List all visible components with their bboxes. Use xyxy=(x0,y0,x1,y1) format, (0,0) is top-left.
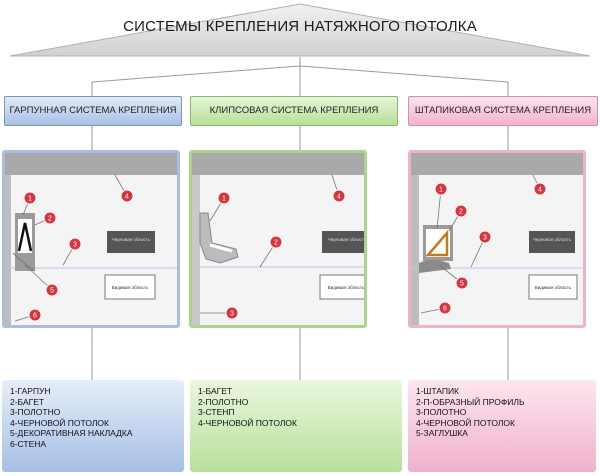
marker-4: 4 xyxy=(125,193,129,201)
header-harpoon: ГАРПУННАЯ СИСТЕМА КРЕПЛЕНИЯ xyxy=(4,96,182,126)
visible-area-label: Видимая область xyxy=(534,285,572,290)
legend-item: 3-ПОЛОТНО xyxy=(10,407,61,418)
harpoon-drawing xyxy=(5,153,177,325)
diagram-harpoon xyxy=(2,150,180,328)
marker-6: 6 xyxy=(33,312,37,320)
legend-item: 6-СТЕНА xyxy=(10,438,47,449)
marker-1: 1 xyxy=(439,186,443,194)
legend-item: 1-ГАРПУН xyxy=(10,386,51,396)
header-clip: КЛИПСОВАЯ СИСТЕМА КРЕПЛЕНИЯ xyxy=(190,96,398,126)
legend-item: 4-ЧЕРНОВОЙ ПОТОЛОК xyxy=(416,417,515,428)
marker-5: 5 xyxy=(50,287,54,295)
marker-1: 1 xyxy=(28,195,32,203)
legend-item: 5-ЗАГЛУШКА xyxy=(416,428,468,439)
marker-3: 3 xyxy=(230,310,234,318)
marker-4: 4 xyxy=(337,193,341,201)
legend-harpoon xyxy=(2,380,184,472)
legend-item: 4-ЧЕРНОВОЙ ПОТОЛОК xyxy=(10,417,109,428)
rough-area-label: Черновая облость xyxy=(327,237,367,242)
marker-4: 4 xyxy=(538,186,542,194)
marker-5: 5 xyxy=(460,280,464,288)
legend-item: 1-ШТАПИК xyxy=(416,386,460,396)
legend-item: 2-БАГЕТ xyxy=(10,396,45,407)
legend-bead xyxy=(408,380,596,472)
marker-2: 2 xyxy=(274,239,278,247)
main-title: СИСТЕМЫ КРЕПЛЕНИЯ НАТЯЖНОГО ПОТОЛКА xyxy=(123,18,477,35)
header-bead: ШТАПИКОВАЯ СИСТЕМА КРЕПЛЕНИЯ xyxy=(408,96,598,126)
visible-area-label: Видимая область xyxy=(111,285,149,290)
marker-3: 3 xyxy=(483,234,487,242)
legend-item: 5-ДЕКОРАТИВНАЯ НАКЛАДКА xyxy=(10,428,133,439)
marker-1: 1 xyxy=(222,195,226,203)
legend-item: 3-ПОЛОТНО xyxy=(416,407,467,418)
diagram-clip xyxy=(189,150,367,328)
rough-area-label: Черновая облость xyxy=(111,237,151,242)
bead-drawing xyxy=(411,153,583,325)
legend-item: 4-ЧЕРНОВОЙ ПОТОЛОК xyxy=(198,417,297,428)
legend-item: 3-СТЕНП xyxy=(198,407,235,418)
marker-6: 6 xyxy=(443,305,447,313)
clip-drawing xyxy=(192,153,367,325)
marker-2: 2 xyxy=(48,215,52,223)
legend-item: 2-П-ОБРАЗНЫЙ ПРОФИЛЬ xyxy=(416,396,525,407)
marker-2: 2 xyxy=(459,208,463,216)
legend-item: 2-ПОЛОТНО xyxy=(198,396,249,407)
legend-item: 1-БАГЕТ xyxy=(198,386,233,396)
marker-3: 3 xyxy=(73,241,77,249)
rough-area-label: Черновая облость xyxy=(532,237,572,242)
diagram-bead xyxy=(408,150,586,328)
legend-clip xyxy=(190,380,402,472)
visible-area-label: Видимая область xyxy=(327,285,365,290)
